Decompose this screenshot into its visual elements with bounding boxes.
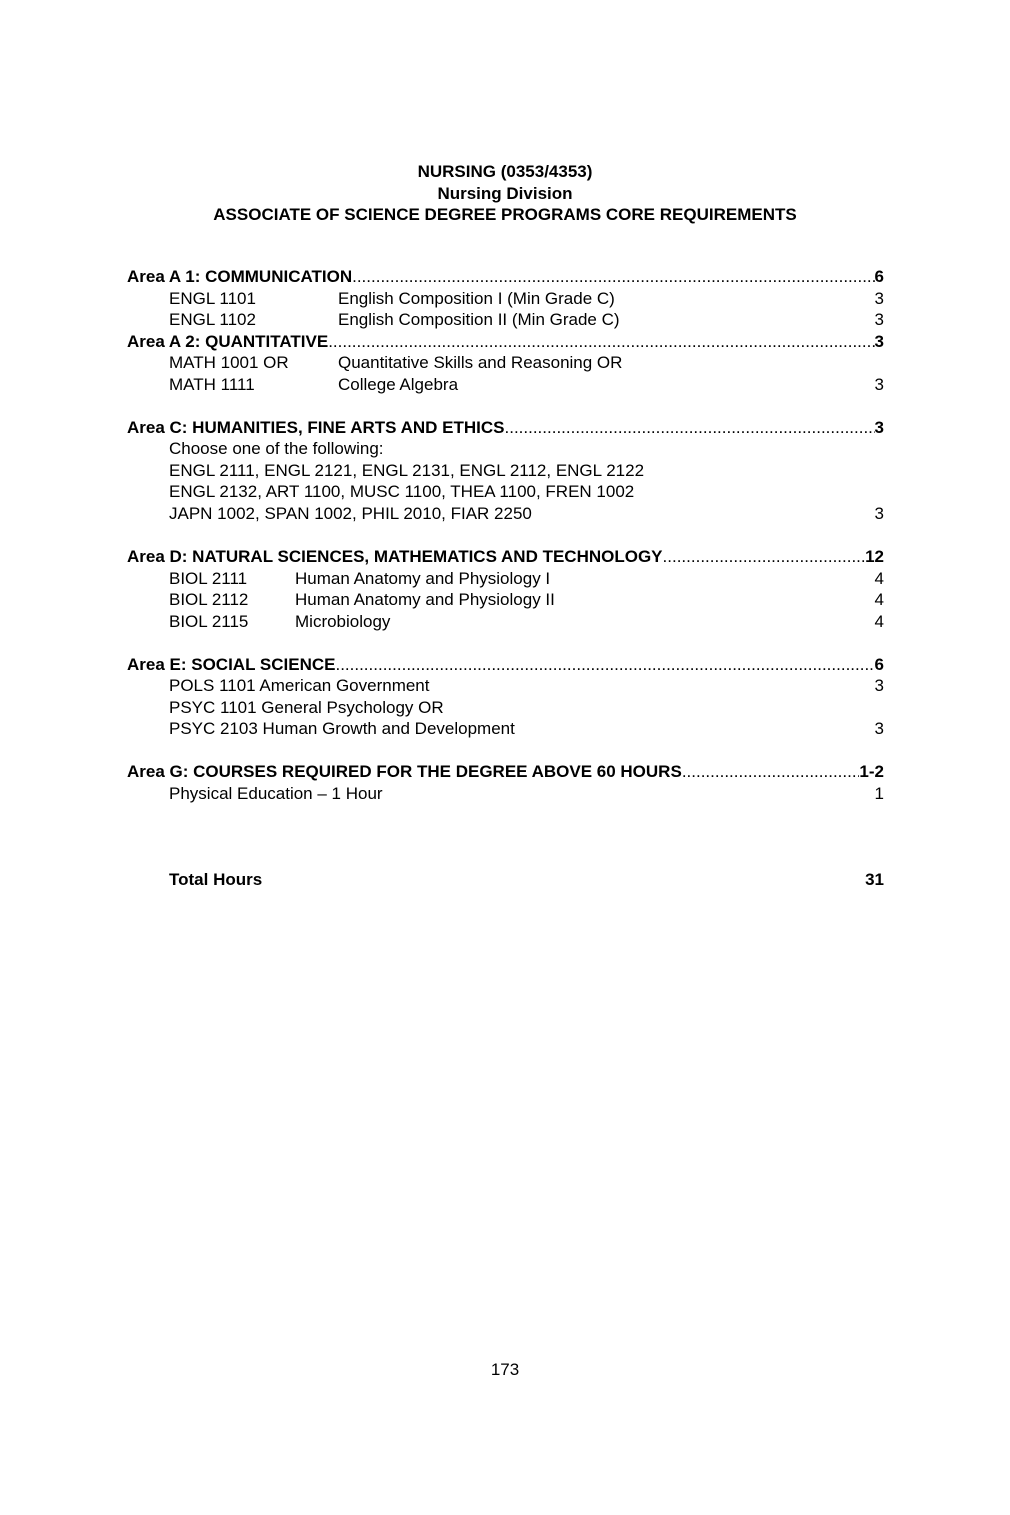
dot-leader [352,266,874,288]
document-subtitle: ASSOCIATE OF SCIENCE DEGREE PROGRAMS CORE REQUIREMENTS [213,205,797,224]
course-text: PSYC 1101 General Psychology OR [169,698,444,717]
total-label: Total Hours [169,870,263,889]
area-a2-heading: Area A 2: QUANTITATIVE ..... 3 [127,331,884,353]
course-hours: 3 [874,375,884,394]
course-name: English Composition I (Min Grade C) [338,289,615,308]
area-d-heading: Area D: NATURAL SCIENCES, MATHEMATICS AND TECHNOLOGY ..... 12 [127,546,884,568]
course-row [0,352,1010,374]
course-code: ENGL 1102 [169,310,256,329]
course-hours: 3 [874,676,884,695]
course-code: MATH 1111 [169,375,255,394]
course-name: College Algebra [338,375,459,394]
course-row [0,783,1010,805]
text-line: ENGL 2132, ART 1100, MUSC 1100, THEA 1100, FREN 1002 [169,482,635,501]
course-row [0,374,1010,396]
area-c-heading: Area C: HUMANITIES, FINE ARTS AND ETHICS ..... 3 [127,417,884,439]
dot-leader [335,654,874,676]
course-name: Human Anatomy and Physiology I [295,569,551,588]
course-row [0,568,1010,590]
division-name: Nursing Division [437,183,573,203]
page-number: 173 [490,1360,520,1379]
course-row [0,589,1010,611]
dot-leader [328,331,874,353]
course-text: Physical Education – 1 Hour [169,784,383,803]
text-line: JAPN 1002, SPAN 1002, PHIL 2010, FIAR 2250 3 [169,504,884,523]
course-row [0,718,1010,740]
course-code: ENGL 1101 [169,289,256,308]
text-line: ENGL 2111, ENGL 2121, ENGL 2131, ENGL 2112, ENGL 2122 [169,461,645,480]
area-hours: 3 [874,332,884,351]
course-hours: 3 [874,310,884,329]
area-hours: 1-2 [859,762,884,781]
document-header [0,161,1010,226]
area-hours: 3 [874,418,884,437]
course-code: BIOL 2112 [169,590,249,609]
dot-leader [663,546,866,568]
program-title: NURSING (0353/4353) [417,162,593,181]
course-name: Human Anatomy and Physiology II [295,590,555,609]
area-g-heading: Area G: COURSES REQUIRED FOR THE DEGREE ABOVE 60 HOURS ..... 1-2 [127,761,884,783]
dot-leader [505,417,875,439]
course-row [0,611,1010,633]
course-text: PSYC 2103 Human Growth and Development [169,719,515,738]
area-e-heading: Area E: SOCIAL SCIENCE ..... 6 [127,654,884,676]
area-hours: 6 [874,655,884,674]
course-hours: 1 [874,784,884,803]
course-row [0,288,1010,310]
course-code: BIOL 2115 [169,612,249,631]
text-line: Choose one of the following: [169,439,384,458]
area-a1-heading: Area A 1: COMMUNICATION ..... 6 [127,266,884,288]
course-row [0,309,1010,331]
course-row [0,697,1010,719]
area-hours: 6 [874,267,884,286]
course-hours: 3 [874,289,884,308]
course-name: English Composition II (Min Grade C) [338,310,620,329]
course-text: POLS 1101 American Government [169,676,430,695]
course-hours: 4 [874,590,884,609]
course-hours: 3 [874,719,884,738]
course-code: BIOL 2111 [169,569,248,588]
course-row [0,675,1010,697]
total-value: 31 [865,870,884,889]
course-code: MATH 1001 OR [169,353,289,372]
course-name: Quantitative Skills and Reasoning OR [338,353,623,372]
course-name: Microbiology [295,612,391,631]
total-hours-row [0,869,1010,891]
course-hours: 4 [874,612,884,631]
area-hours: 12 [865,547,884,566]
course-hours: 3 [874,504,884,523]
dot-leader [682,761,860,783]
course-hours: 4 [874,569,884,588]
